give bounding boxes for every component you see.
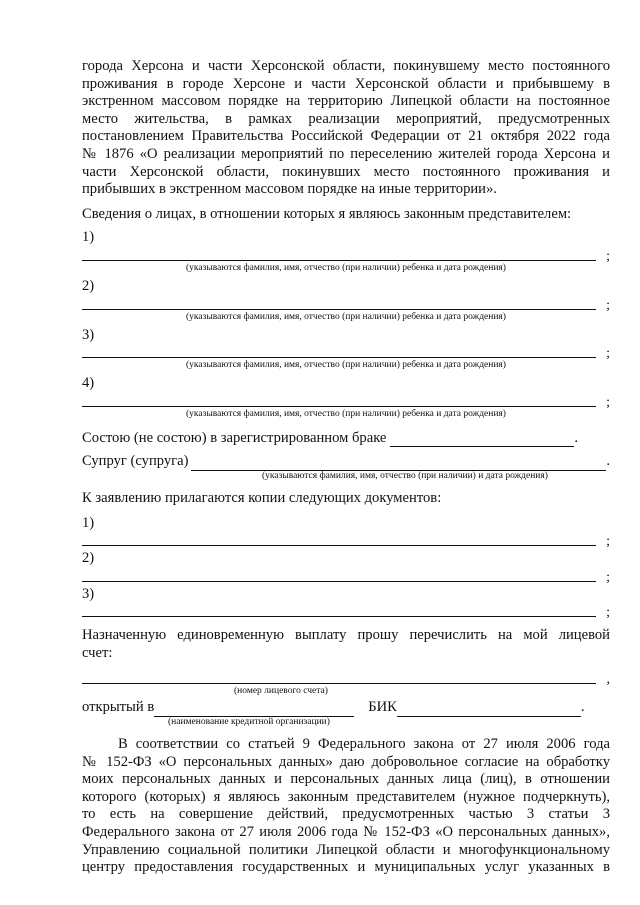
document-field[interactable] <box>82 605 610 619</box>
child-name-field[interactable] <box>82 395 610 409</box>
bik-field[interactable] <box>397 701 581 717</box>
spouse-caption: (указываются фамилия, имя, отчество (при наличии) и дата рождения) <box>262 470 548 481</box>
semicolon: ; <box>606 569 610 585</box>
consent-line: моих персональных данных и персональных данных лица (лиц), в отношении <box>82 771 610 788</box>
account-caption: (номер лицевого счета) <box>234 686 328 697</box>
document-page <box>82 58 610 877</box>
period: . <box>606 453 610 470</box>
children-heading: Сведения о лицах, в отношении которых я являюсь законным представителем: <box>82 205 572 222</box>
marital-status-row <box>82 430 610 448</box>
fill-line <box>82 309 596 310</box>
document-field[interactable] <box>82 534 610 548</box>
account-number-field[interactable] <box>82 672 610 686</box>
intro-paragraph <box>82 58 610 199</box>
document-field[interactable] <box>82 570 610 584</box>
field-caption: (указываются фамилия, имя, отчество (при наличии) ребенка и дата рождения) <box>186 360 506 371</box>
consent-line: то есть на совершение действий, предусмотренных частью 3 статьи 3 <box>82 806 610 823</box>
fill-line <box>82 406 596 407</box>
consent-line: центру предоставления государственных и муниципальных услуг указанных в <box>82 859 610 876</box>
intro-line: проживания в городе Херсоне и части Херсонской области и прибывшему в <box>82 75 610 92</box>
entry-number: 1) <box>82 514 95 531</box>
field-caption: (указываются фамилия, имя, отчество (при наличии) ребенка и дата рождения) <box>186 408 506 419</box>
payment-text: Назначенную единовременную выплату прошу перечислить на мой лицевой счет: <box>82 627 610 661</box>
bik-label: БИК <box>368 699 397 716</box>
entry-number: 3) <box>82 585 95 602</box>
period: . <box>574 429 579 446</box>
consent-line: Управлению социальной политики Липецкой области и многофункциональному <box>82 841 610 858</box>
semicolon: ; <box>606 346 610 362</box>
fill-line <box>82 260 596 261</box>
consent-paragraph <box>82 736 610 877</box>
children-list <box>82 229 610 419</box>
child-name-field[interactable] <box>82 346 610 360</box>
fill-line <box>82 683 596 684</box>
bank-name-field[interactable] <box>154 701 354 717</box>
consent-line: № 152-ФЗ «О персональных данных» даю добровольное согласие на обработку <box>82 753 610 770</box>
entry-number: 3) <box>82 326 95 343</box>
documents-list <box>82 515 610 620</box>
field-caption: (указываются фамилия, имя, отчество (при наличии) ребенка и дата рождения) <box>186 262 506 273</box>
intro-line: экстренном массовом порядке на территорию Липецкой области на постоянное <box>82 93 610 110</box>
child-entry <box>82 229 610 274</box>
intro-line: место жительства, в рамках реализации мероприятий, предусмотренных <box>82 110 610 127</box>
bank-row <box>82 699 610 717</box>
spouse-field[interactable] <box>191 455 607 471</box>
entry-number: 2) <box>82 550 95 567</box>
fill-line <box>82 545 596 546</box>
child-name-field[interactable] <box>82 249 610 263</box>
child-entry <box>82 327 610 372</box>
entry-number: 1) <box>82 229 95 246</box>
fill-line <box>82 357 596 358</box>
intro-line: постановлением Правительства Российской Федерации от 21 октября 2022 года <box>82 128 610 145</box>
bank-label: открытый в <box>82 699 155 716</box>
fill-line <box>82 581 596 582</box>
semicolon: ; <box>606 394 610 410</box>
semicolon: ; <box>606 534 610 550</box>
child-entry <box>82 375 610 420</box>
marital-status-label: Состою (не состою) в зарегистрированном браке <box>82 429 387 446</box>
fill-line <box>82 616 596 617</box>
consent-line: В соответствии со статьей 9 Федерального закона от 27 июля 2006 года <box>118 736 610 753</box>
intro-line: части Херсонской области, покинувших место постоянного проживания и <box>82 163 610 180</box>
intro-line: № 1876 «О реализации мероприятий по переселению жителей города Херсона и <box>82 145 610 162</box>
semicolon: ; <box>606 297 610 313</box>
consent-line: Федерального закона от 27 июля 2006 года № 152-ФЗ «О персональных данных», <box>82 824 610 841</box>
entry-number: 2) <box>82 277 95 294</box>
period: . <box>580 699 585 716</box>
spouse-row <box>82 453 610 471</box>
bank-caption: (наименование кредитной организации) <box>168 717 330 728</box>
document-entry <box>82 515 610 549</box>
documents-heading: К заявлению прилагаются копии следующих документов: <box>82 489 442 506</box>
intro-line: прибывших в экстренном массовом порядке на иные территории». <box>82 181 497 198</box>
semicolon: ; <box>606 248 610 264</box>
child-name-field[interactable] <box>82 298 610 312</box>
child-entry <box>82 278 610 323</box>
spouse-label: Супруг (супруга) <box>82 453 189 470</box>
field-caption: (указываются фамилия, имя, отчество (при наличии) ребенка и дата рождения) <box>186 311 506 322</box>
document-entry <box>82 550 610 584</box>
entry-number: 4) <box>82 375 95 392</box>
comma: , <box>606 672 610 688</box>
intro-line: города Херсона и части Херсонской области, покинувшему место постоянного <box>82 58 610 74</box>
consent-line: которого (которых) я являюсь законным представителем (нужное подчеркнуть), <box>82 788 610 805</box>
marital-status-field[interactable] <box>390 431 574 447</box>
document-entry <box>82 586 610 620</box>
semicolon: ; <box>606 605 610 621</box>
